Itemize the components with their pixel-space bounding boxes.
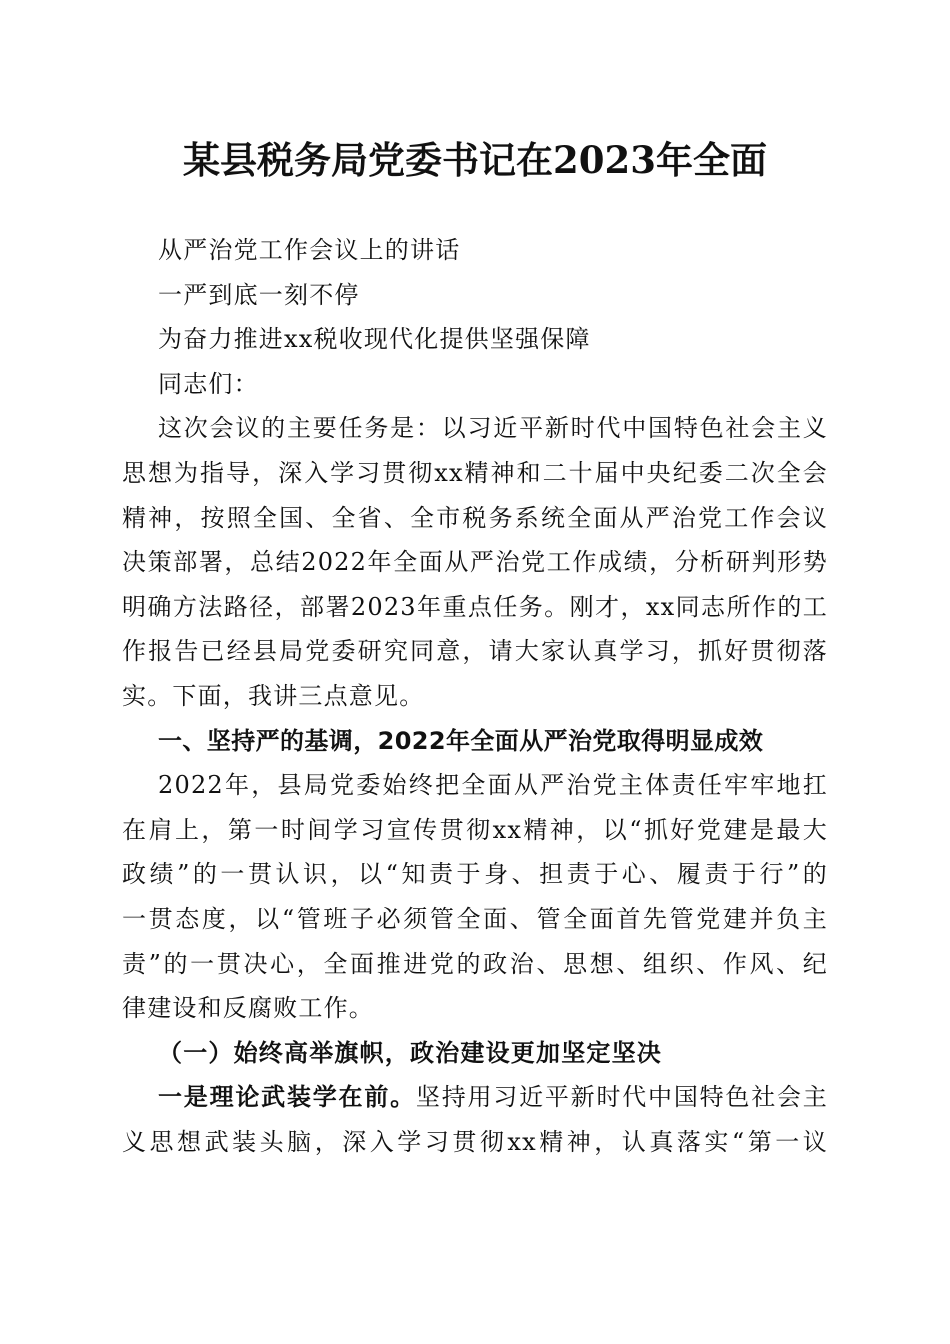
subtitle-line: 从严治党工作会议上的讲话 <box>158 236 461 264</box>
point-text: 坚持用习近平新时代中国特色社会主 <box>415 1083 828 1112</box>
paragraph-line: 这次会议的主要任务是：以习近平新时代中国特色社会主义 <box>158 414 828 443</box>
section-heading: 一、坚持严的基调，2022年全面从严治党取得明显成效 <box>158 726 764 755</box>
paragraph-line: 义思想武装头脑，深入学习贯彻xx精神，认真落实“第一议 <box>122 1127 828 1156</box>
document-body <box>122 228 828 1164</box>
document-title: 某县税务局党委书记在2023年全面 <box>183 138 767 182</box>
point-lead: 一是理论武装学在前。 <box>158 1082 416 1112</box>
paragraph-line: 责”的一贯决心，全面推进党的政治、思想、组织、作风、纪 <box>122 949 828 978</box>
paragraph-line: 2022年，县局党委始终把全面从严治党主体责任牢牢地扛 <box>158 771 828 800</box>
paragraph-line: 实。下面，我讲三点意见。 <box>122 681 425 710</box>
paragraph-line: 政绩”的一贯认识，以“知责于身、担责于心、履责于行”的 <box>122 860 828 889</box>
paragraph-line: 律建设和反腐败工作。 <box>122 994 374 1023</box>
paragraph-line: 明确方法路径，部署2023年重点任务。刚才，xx同志所作的工 <box>122 592 828 621</box>
paragraph-line <box>122 1075 828 1120</box>
subtitle-line: 一严到底一刻不停 <box>158 280 360 309</box>
paragraph-line: 在肩上，第一时间学习宣传贯彻xx精神，以“抓好党建是最大 <box>122 815 828 844</box>
paragraph-line: 决策部署，总结2022年全面从严治党工作成绩，分析研判形势 <box>122 548 828 577</box>
paragraph-line: 思想为指导，深入学习贯彻xx精神和二十届中央纪委二次全会 <box>122 458 828 487</box>
subtitle-line: 为奋力推进xx税收现代化提供坚强保障 <box>158 325 591 354</box>
subsection-heading: （一）始终高举旗帜，政治建设更加坚定坚决 <box>158 1037 662 1067</box>
greeting: 同志们： <box>158 369 259 398</box>
paragraph-line: 一贯态度，以“管班子必须管全面、管全面首先管党建并负主 <box>122 904 828 933</box>
paragraph-line: 作报告已经县局党委研究同意，请大家认真学习，抓好贯彻落 <box>122 637 828 666</box>
paragraph-line: 精神，按照全国、全省、全市税务系统全面从严治党工作会议 <box>122 503 828 532</box>
